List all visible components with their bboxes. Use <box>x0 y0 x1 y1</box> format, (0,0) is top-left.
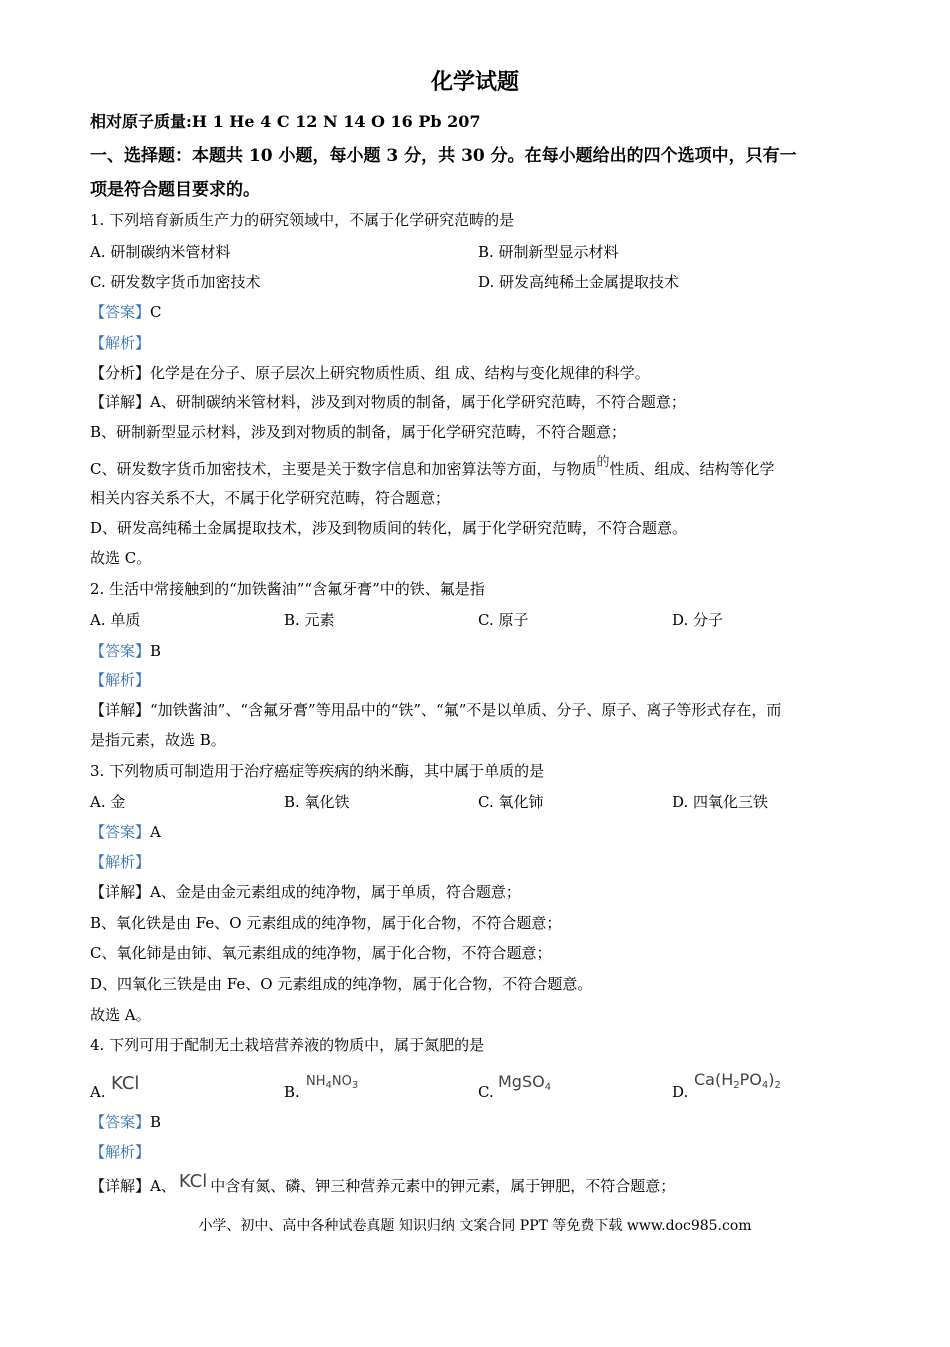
q3-option-c: C. 氧化铈 <box>478 793 544 811</box>
q1-detail-c-part1: C、研发数字货币加密技术，主要是关于数字信息和加密算法等方面，与物质 <box>90 460 597 478</box>
q3-stem: 3. 下列物质可制造用于治疗癌症等疾病的纳米酶，其中属于单质的是 <box>90 762 545 780</box>
q3-option-b: B. 氧化铁 <box>284 793 350 811</box>
q2-analysis-tag <box>90 670 150 690</box>
q4-option-c-formula: MgSO$_4$ <box>498 1072 552 1093</box>
analysis-tag: 【解析】 <box>90 334 151 352</box>
q4-option-d-formula: $Ca(H_2PO_4)_2$ <box>694 1070 781 1091</box>
analysis-tag: 【解析】 <box>90 671 151 689</box>
detail-tag: 【详解】 <box>90 1177 151 1195</box>
detail-tag: 【详解】 <box>90 883 151 901</box>
q3-detail-c: C、氧化铈是由铈、氧元素组成的纯净物，属于化合物，不符合题意； <box>90 944 552 962</box>
footer-note: 小学、初中、高中各种试卷真题 知识归纳 文案合同 PPT 等免费下载 www.doc985.com <box>198 1218 752 1234</box>
q4-option-b-formula: $NH_4NO_3$ <box>306 1074 359 1091</box>
q1-answer-value: C <box>150 303 162 321</box>
q4-option-b-letter: B. <box>284 1083 300 1101</box>
q4-option-d-letter: D. <box>672 1083 689 1101</box>
q1-conclusion: 故选 C。 <box>90 549 152 567</box>
q1-detail-c-part2: 性质、组成、结构等化学 <box>609 460 775 478</box>
q3-detail-a-text: A、金是由金元素组成的纯净物，属于单质，符合题意； <box>150 883 521 901</box>
q4-detail-a-formula: KCl <box>178 1171 208 1192</box>
q1-analysis-tag <box>90 333 150 353</box>
q4-option-a-letter: A. <box>90 1083 106 1101</box>
q1-option-b: B. 研制新型显示材料 <box>478 243 619 261</box>
q1-detail-d: D、研发高纯稀土金属提取技术，涉及到物质间的转化，属于化学研究范畴，不符合题意。 <box>90 519 688 537</box>
q4-detail-a <box>90 1171 676 1196</box>
q1-stem: 1. 下列培育新质生产力的研究领域中，不属于化学研究范畴的是 <box>90 211 515 229</box>
q3-answer-value: A <box>150 823 161 841</box>
q1-option-d: D. 研发高纯稀土金属提取技术 <box>478 273 680 291</box>
q4-answer-value: B <box>150 1113 162 1131</box>
q4-analysis-tag <box>90 1142 150 1162</box>
q4-option-a-formula: KCl <box>111 1073 140 1094</box>
page-title: 化学试题 <box>430 69 519 95</box>
answer-tag: 【答案】 <box>90 642 151 660</box>
answer-tag: 【答案】 <box>90 823 151 841</box>
q2-stem: 2. 生活中常接触到的“加铁酱油”“含氟牙膏”中的铁、氟是指 <box>90 580 485 598</box>
q1-answer <box>90 302 162 322</box>
q1-detail-c-mark: 的 <box>596 455 610 470</box>
q3-detail-a <box>90 882 521 902</box>
section-heading-line2: 项是符合题目要求的。 <box>90 180 260 200</box>
q3-option-d: D. 四氧化三铁 <box>672 793 769 811</box>
q1-option-a: A. 研制碳纳米管材料 <box>90 243 231 261</box>
q1-detail-a <box>90 392 686 412</box>
detail-tag: 【详解】 <box>90 393 151 411</box>
q1-fenxi <box>90 363 650 383</box>
q3-conclusion: 故选 A。 <box>90 1006 151 1024</box>
q3-analysis-tag <box>90 852 150 872</box>
q2-detail-cont: 是指元素，故选 B。 <box>90 731 226 749</box>
q4-stem: 4. 下列可用于配制无土栽培营养液的物质中，属于氮肥的是 <box>90 1036 485 1054</box>
q3-detail-d: D、四氧化三铁是由 Fe、O 元素组成的纯净物，属于化合物，不符合题意。 <box>90 975 593 993</box>
q2-answer-value: B <box>150 642 162 660</box>
q2-detail <box>90 700 781 720</box>
detail-tag: 【详解】 <box>90 701 151 719</box>
q3-option-a: A. 金 <box>90 793 126 811</box>
q4-detail-a-prefix: A、 <box>150 1177 176 1195</box>
answer-tag: 【答案】 <box>90 303 151 321</box>
q3-answer <box>90 822 161 842</box>
q2-option-b: B. 元素 <box>284 611 335 629</box>
q2-answer <box>90 641 161 661</box>
section-heading-line1: 一、选择题：本题共 10 小题，每小题 3 分，共 30 分。在每小题给出的四个选项中，只有一 <box>90 146 797 166</box>
q3-detail-b: B、氧化铁是由 Fe、O 元素组成的纯净物，属于化合物，不符合题意； <box>90 914 562 932</box>
q2-detail-text: “加铁酱油”、“含氟牙膏”等用品中的“铁”、“氟”不是以单质、分子、原子、离子等形式存在，而 <box>150 701 782 719</box>
q1-detail-b: B、研制新型显示材料，涉及到对物质的制备，属于化学研究范畴，不符合题意； <box>90 423 627 441</box>
atomic-mass-line: 相对原子质量:H 1 He 4 C 12 N 14 O 16 Pb 207 <box>90 112 481 131</box>
q2-option-d: D. 分子 <box>672 611 724 629</box>
q1-detail-c <box>90 455 775 481</box>
q2-option-c: C. 原子 <box>478 611 529 629</box>
fenxi-tag: 【分析】 <box>90 364 151 382</box>
q1-fenxi-text: 化学是在分子、原子层次上研究物质性质、组 成、结构与变化规律的科学。 <box>150 364 650 382</box>
q1-detail-c-cont: 相关内容关系不大，不属于化学研究范畴，符合题意； <box>90 489 451 507</box>
q4-detail-a-text: 中含有氮、磷、钾三种营养元素中的钾元素，属于钾肥，不符合题意； <box>210 1177 676 1195</box>
q2-option-a: A. 单质 <box>90 611 141 629</box>
q1-option-c: C. 研发数字货币加密技术 <box>90 273 261 291</box>
answer-tag: 【答案】 <box>90 1113 151 1131</box>
analysis-tag: 【解析】 <box>90 853 151 871</box>
q4-option-c-letter: C. <box>478 1083 494 1101</box>
q1-detail-a-text: A、研制碳纳米管材料，涉及到对物质的制备，属于化学研究范畴，不符合题意； <box>150 393 686 411</box>
q4-answer <box>90 1112 161 1132</box>
analysis-tag: 【解析】 <box>90 1143 151 1161</box>
